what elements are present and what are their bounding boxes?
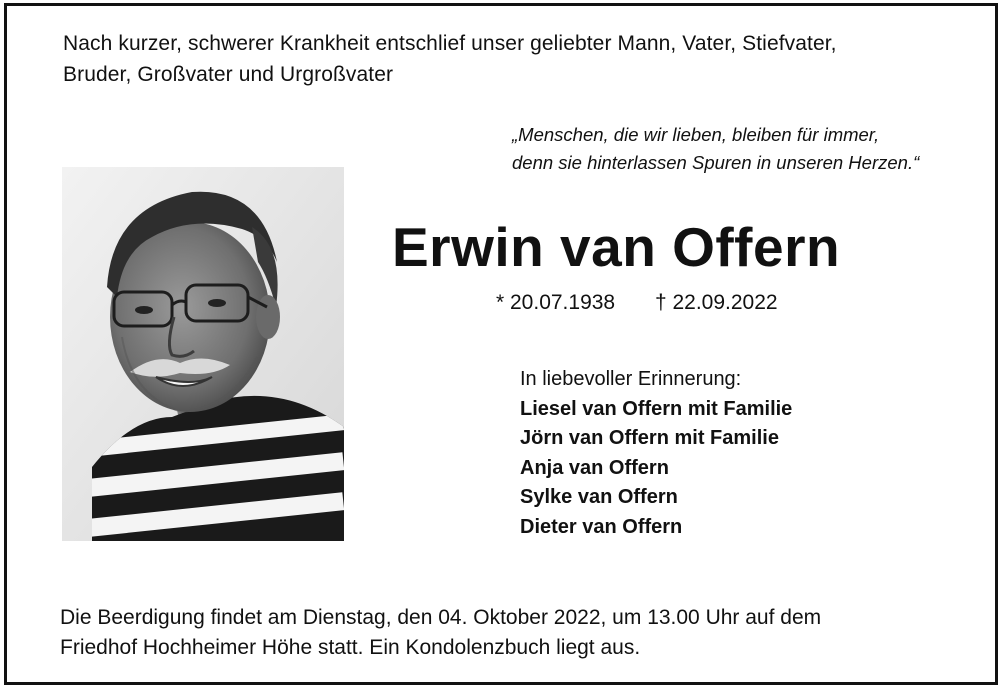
portrait-photo [62, 167, 344, 541]
birth-date: * 20.07.1938 [496, 291, 616, 314]
quote-line-2: denn sie hinterlassen Spuren in unseren Herzen.“ [512, 152, 920, 173]
mourner-name: Liesel van Offern mit Familie [520, 397, 793, 420]
intro-line-1: Nach kurzer, schwerer Krankheit entschlief unser geliebter Mann, Vater, Stiefvater, [63, 32, 837, 55]
intro-line-2: Bruder, Großvater und Urgroßvater [63, 63, 394, 86]
deceased-name: Erwin van Offern [392, 216, 841, 278]
memorial-quote [512, 121, 962, 177]
funeral-info [60, 603, 960, 663]
death-date: † 22.09.2022 [654, 291, 778, 314]
funeral-line-1: Die Beerdigung findet am Dienstag, den 04. Oktober 2022, um 13.00 Uhr auf dem [60, 606, 822, 629]
quote-line-1: „Menschen, die wir lieben, bleiben für immer, [512, 124, 880, 145]
life-dates [496, 291, 778, 315]
funeral-line-2: Friedhof Hochheimer Höhe statt. Ein Kondolenzbuch liegt aus. [60, 636, 641, 659]
intro-text [63, 28, 943, 90]
mourner-name: Jörn van Offern mit Familie [520, 427, 779, 449]
mourners-lead: In liebevoller Erinnerung: [520, 368, 742, 390]
mourner-name: Sylke van Offern [520, 486, 678, 508]
mourners-block [520, 365, 792, 542]
mourner-name: Dieter van Offern [520, 515, 683, 538]
mourner-name: Anja van Offern [520, 456, 669, 479]
